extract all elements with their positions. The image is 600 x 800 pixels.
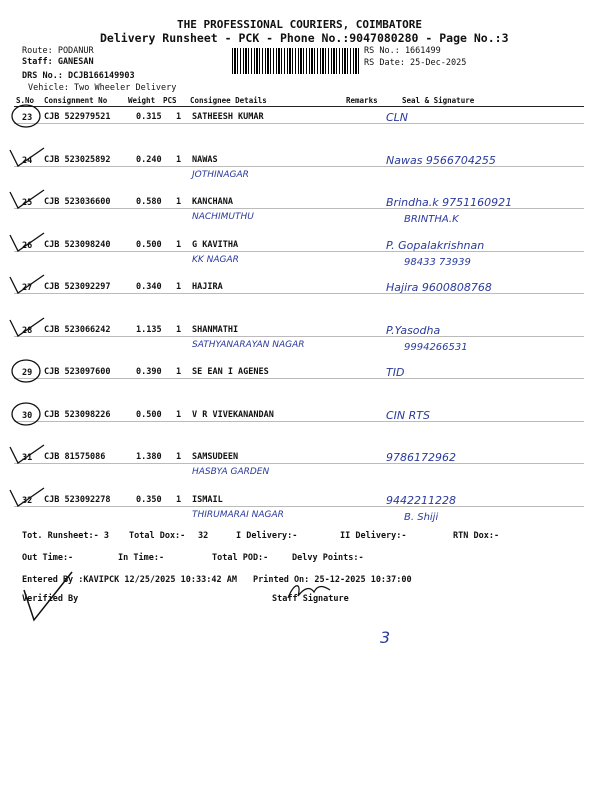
row-pcs: 1	[176, 324, 182, 335]
row-signature-handwritten: P.Yasodha	[386, 323, 441, 337]
row-check-mark	[8, 441, 48, 471]
row-divider	[14, 208, 584, 209]
row-divider	[14, 421, 584, 422]
row-circle-mark	[8, 356, 48, 386]
row-consignee: HAJIRA	[192, 282, 223, 292]
company-name: THE PROFESSIONAL COURIERS, COIMBATORE	[177, 18, 423, 31]
row-pcs: 1	[176, 494, 182, 505]
col-sno: S.No	[16, 96, 35, 105]
table-row	[14, 192, 584, 234]
row-pcs: 1	[176, 197, 182, 207]
row-divider	[14, 166, 584, 167]
printed-on: Printed On: 25-12-2025 10:37:00	[253, 575, 412, 585]
row-divider	[14, 336, 584, 337]
row-weight: 1.380	[136, 452, 162, 462]
table-row	[14, 320, 584, 362]
row-consignee: SHANMATHI	[192, 324, 239, 335]
row-check-mark	[8, 314, 48, 344]
row-signature-handwritten: 9442211228	[386, 493, 456, 507]
row-consignee: V R VIVEKANANDAN	[192, 409, 274, 420]
row-consignee: ISMAIL	[192, 494, 223, 505]
row-sno: 29	[22, 368, 33, 378]
row-weight: 0.315	[136, 112, 162, 122]
row-divider	[14, 463, 584, 464]
row-consignee: G KAVITHA	[192, 239, 239, 250]
total-pod: Total POD:-	[212, 553, 269, 563]
row-check-mark	[8, 484, 48, 514]
row-weight: 0.500	[136, 239, 162, 250]
row-consignee: SAMSUDEEN	[192, 452, 239, 462]
row-sno: 23	[22, 113, 33, 123]
row-sno: 24	[22, 155, 33, 166]
row-consignment-no: CJB 523098240	[44, 239, 111, 250]
row-sno: 32	[22, 495, 33, 506]
row-signature-handwritten-2: 9994266531	[404, 341, 468, 353]
row-check-mark	[8, 229, 48, 259]
row-divider	[14, 293, 584, 294]
row-weight: 1.135	[136, 324, 162, 335]
total-dox-label: Total Dox:-	[129, 531, 186, 541]
row-weight: 0.340	[136, 282, 162, 292]
row-sno: 25	[22, 198, 33, 208]
row-sno: 28	[22, 325, 33, 336]
row-divider	[14, 251, 584, 252]
row-divider	[14, 506, 584, 507]
row-pcs: 1	[176, 112, 182, 122]
route-label: Route: PODANUR	[22, 46, 94, 56]
row-signature-handwritten: CLN	[386, 111, 409, 124]
row-consignee-handwritten: NACHIMUTHU	[192, 212, 254, 222]
page-number-handwritten: 3	[380, 628, 391, 647]
rs-date: RS Date: 25-Dec-2025	[364, 58, 467, 68]
row-signature-handwritten: P. Gopalakrishnan	[386, 238, 485, 252]
row-consignment-no: CJB 523066242	[44, 324, 111, 335]
tot-runsheet: Tot. Runsheet:- 3	[22, 531, 109, 541]
col-remarks: Remarks	[346, 96, 378, 105]
row-signature-handwritten-2: BRINTHA.K	[404, 214, 459, 225]
delvy-points: Delvy Points:-	[292, 553, 364, 563]
row-consignee-handwritten: SATHYANARAYAN NAGAR	[192, 339, 305, 350]
row-weight: 0.500	[136, 409, 162, 420]
col-weight: Weight	[128, 96, 156, 105]
row-pcs: 1	[176, 239, 182, 250]
row-pcs: 1	[176, 409, 182, 420]
row-pcs: 1	[176, 452, 182, 462]
row-divider	[14, 123, 584, 124]
row-consignee-handwritten: HASBYA GARDEN	[192, 467, 270, 477]
table-row	[14, 277, 584, 319]
row-check-mark	[8, 186, 48, 216]
row-sno: 30	[22, 410, 33, 421]
table-row	[14, 490, 584, 532]
row-consignment-no: CJB 523098226	[44, 409, 111, 420]
row-weight: 0.240	[136, 154, 162, 165]
row-signature-handwritten: CIN RTS	[386, 408, 430, 422]
table-row	[14, 405, 584, 447]
row-circle-mark	[8, 399, 48, 429]
row-consignment-no: CJB 523097600	[44, 367, 111, 377]
row-signature-handwritten: Nawas 9566704255	[386, 153, 496, 167]
col-consignment: Consignment No	[44, 96, 108, 105]
verified-by: Verified By	[22, 594, 79, 604]
row-signature-handwritten: 9786172962	[386, 451, 456, 464]
row-pcs: 1	[176, 282, 182, 292]
row-check-mark	[8, 144, 48, 174]
row-consignee: SE EAN I AGENES	[192, 367, 269, 377]
row-consignment-no: CJB 523092297	[44, 282, 111, 292]
row-divider	[14, 378, 584, 379]
row-consignee-handwritten: JOTHINAGAR	[192, 169, 249, 180]
row-consignment-no: CJB 522979521	[44, 112, 111, 122]
ii-delivery: II Delivery:-	[340, 531, 407, 541]
row-consignment-no: CJB 523092278	[44, 494, 111, 505]
row-consignee-handwritten: KK NAGAR	[192, 254, 239, 265]
i-delivery: I Delivery:-	[236, 531, 298, 541]
rs-number: RS No.: 1661499	[364, 46, 441, 56]
row-consignee: KANCHANA	[192, 197, 233, 207]
in-time: In Time:-	[118, 553, 165, 563]
row-signature-handwritten: Hajira 9600808768	[386, 281, 492, 294]
row-pcs: 1	[176, 367, 182, 377]
table-row	[14, 447, 584, 489]
total-dox-value: 32	[198, 531, 209, 541]
row-consignee-handwritten: THIRUMARAI NAGAR	[192, 509, 284, 520]
col-consignee: Consignee Details	[190, 96, 267, 105]
rtn-dox: RTN Dox:-	[453, 531, 500, 541]
col-seal-signature: Seal & Signature	[402, 96, 475, 105]
row-sno: 31	[22, 453, 33, 463]
row-consignment-no: CJB 523036600	[44, 197, 111, 207]
row-signature-handwritten: TID	[386, 366, 405, 379]
row-consignee: NAWAS	[192, 154, 218, 165]
staff-signature: Staff Signature	[272, 594, 349, 604]
row-weight: 0.580	[136, 197, 162, 207]
row-consignee: SATHEESH KUMAR	[192, 112, 264, 122]
staff-label: Staff: GANESAN	[22, 57, 94, 67]
row-consignment-no: CJB 81575086	[44, 452, 106, 462]
row-circle-mark	[8, 101, 48, 131]
col-pcs: PCS	[163, 96, 177, 105]
row-pcs: 1	[176, 154, 182, 165]
verified-check-mark	[20, 570, 80, 630]
vehicle-label: Vehicle: Two Wheeler Delivery	[28, 83, 177, 93]
barcode-image	[232, 48, 360, 74]
drs-label: DRS No.: DCJB166149903	[22, 71, 135, 81]
row-weight: 0.350	[136, 494, 162, 505]
row-weight: 0.390	[136, 367, 162, 377]
table-row	[14, 362, 584, 404]
runsheet-subtitle: Delivery Runsheet - PCK - Phone No.:9047080280 - Page No.:3	[100, 31, 509, 45]
row-sno: 26	[22, 240, 33, 251]
entered-by: Entered By :KAVIPCK 12/25/2025 10:33:42 AM	[22, 575, 237, 585]
row-signature-handwritten-2: 98433 73939	[404, 256, 471, 268]
row-sno: 27	[22, 283, 33, 293]
row-signature-handwritten: Brindha.k 9751160921	[386, 196, 513, 209]
out-time: Out Time:-	[22, 553, 74, 563]
table-row	[14, 150, 584, 192]
table-row	[14, 235, 584, 277]
row-consignment-no: CJB 523025892	[44, 154, 111, 165]
table-row	[14, 107, 584, 149]
row-signature-handwritten-2: B. Shiji	[404, 511, 439, 523]
staff-signature-scribble	[284, 580, 334, 604]
row-check-mark	[8, 271, 48, 301]
